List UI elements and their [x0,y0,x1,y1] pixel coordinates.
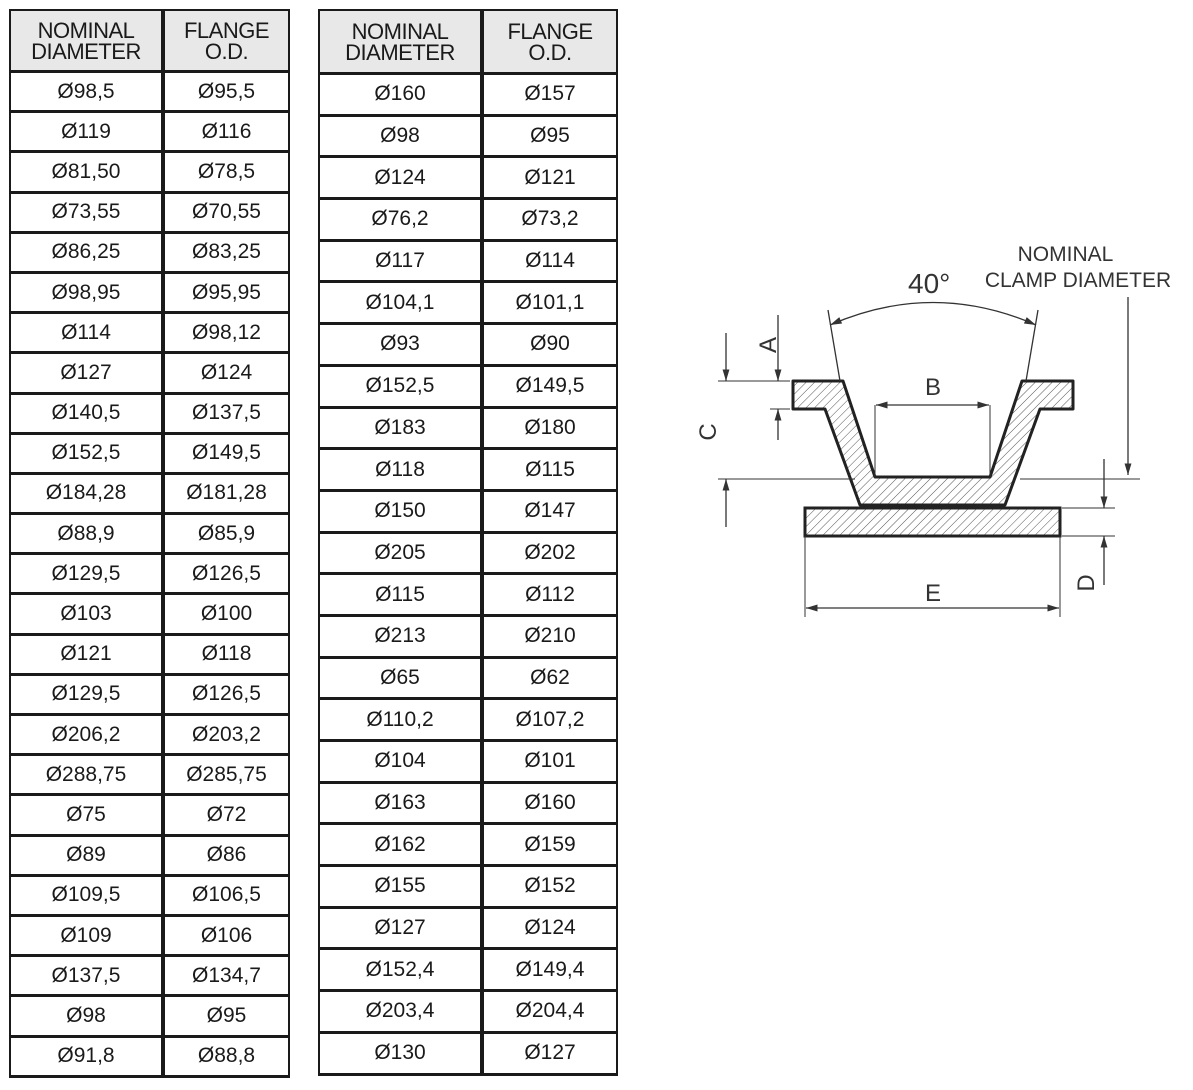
table-row [9,475,290,515]
flange-od-cell: Ø127 [484,1034,618,1076]
table-header-row [318,9,618,75]
flange-od-cell: Ø202 [484,534,618,576]
dim-e-label: E [924,580,942,607]
flange-od-cell: Ø100 [165,595,290,635]
nominal-diameter-cell: Ø93 [318,325,484,367]
flange-od-cell: Ø159 [484,825,618,867]
flange-od-cell: Ø285,75 [165,756,290,796]
nominal-label [985,243,1171,292]
flange-od-cell: Ø101 [484,742,618,784]
flange-od-cell: Ø90 [484,325,618,367]
table-row [318,825,618,867]
nominal-diameter-cell: Ø104 [318,742,484,784]
table-row [318,784,618,826]
nominal-diameter-cell: Ø152,5 [318,367,484,409]
dim-b-label: B [924,374,942,401]
table-row [318,158,618,200]
table-row [318,700,618,742]
clamp-ferrule-diagram [690,235,1185,625]
table-row [318,450,618,492]
nominal-diameter-cell: Ø98,95 [9,274,165,314]
table-row [9,395,290,435]
flange-od-cell: Ø160 [484,784,618,826]
table-row [318,283,618,325]
base-plate [805,508,1060,536]
table-row [9,877,290,917]
table-row [9,314,290,354]
flange-od-cell: Ø149,5 [484,367,618,409]
header-nominal-diameter [318,9,484,75]
flange-od-cell: Ø210 [484,617,618,659]
flange-od-cell: Ø88,8 [165,1038,290,1078]
flange-od-cell: Ø85,9 [165,515,290,555]
table-row [9,274,290,314]
header-line: FLANGE [183,17,270,43]
nominal-diameter-cell: Ø104,1 [318,283,484,325]
table-row [9,957,290,997]
flange-od-cell: Ø98,12 [165,314,290,354]
flange-od-cell: Ø86 [165,837,290,877]
flange-od-cell: Ø124 [165,354,290,394]
table-row [318,117,618,159]
header-line: NOMINAL [37,17,135,43]
flange-od-cell: Ø95 [484,117,618,159]
nominal-diameter-cell: Ø137,5 [9,957,165,997]
nominal-diameter-cell: Ø76,2 [318,200,484,242]
nominal-diameter-cell: Ø152,5 [9,435,165,475]
flange-od-cell: Ø121 [484,158,618,200]
flange-od-cell: Ø137,5 [165,395,290,435]
table-row [318,75,618,117]
table-row [318,1034,618,1076]
flange-od-cell: Ø95,5 [165,73,290,113]
header-nominal-diameter [9,9,165,73]
table-row [318,742,618,784]
diameter-table-left [9,9,290,1078]
table-row [318,909,618,951]
flange-od-cell: Ø181,28 [165,475,290,515]
nominal-diameter-cell: Ø110,2 [318,700,484,742]
nominal-diameter-cell: Ø129,5 [9,676,165,716]
flange-od-cell: Ø152 [484,867,618,909]
table-body [318,75,618,1076]
table-row [9,636,290,676]
flange-od-cell: Ø62 [484,659,618,701]
table-row [9,194,290,234]
table-row [318,492,618,534]
table-row [9,716,290,756]
dim-a-label: A [755,336,782,354]
nominal-diameter-cell: Ø86,25 [9,234,165,274]
flange-od-cell: Ø149,5 [165,435,290,475]
angle-label: 40° [908,268,951,299]
table-row [318,867,618,909]
table-row [9,234,290,274]
table-row [9,515,290,555]
table-row [9,676,290,716]
nominal-diameter-cell: Ø288,75 [9,756,165,796]
header-line: NOMINAL [351,18,449,44]
table-header-row [9,9,290,73]
nominal-diameter-cell: Ø88,9 [9,515,165,555]
flange-od-cell: Ø126,5 [165,676,290,716]
nominal-diameter-cell: Ø163 [318,784,484,826]
table-row [9,997,290,1037]
nominal-diameter-cell: Ø155 [318,867,484,909]
table-row [9,837,290,877]
nominal-diameter-cell: Ø130 [318,1034,484,1076]
nominal-diameter-cell: Ø109 [9,917,165,957]
flange-od-cell: Ø126,5 [165,555,290,595]
flange-od-cell: Ø204,4 [484,992,618,1034]
table-row [318,367,618,409]
nominal-diameter-cell: Ø127 [318,909,484,951]
nominal-diameter-cell: Ø98,5 [9,73,165,113]
table-row [9,796,290,836]
nominal-diameter-cell: Ø203,4 [318,992,484,1034]
nominal-label-line: NOMINAL [1017,243,1113,266]
nominal-diameter-cell: Ø213 [318,617,484,659]
table-row [9,113,290,153]
nominal-diameter-cell: Ø89 [9,837,165,877]
nominal-diameter-cell: Ø183 [318,409,484,451]
nominal-diameter-cell: Ø129,5 [9,555,165,595]
table-row [318,992,618,1034]
flange-od-cell: Ø112 [484,575,618,617]
angle-extension-line [828,310,840,381]
dim-c-label: C [695,423,722,441]
nominal-diameter-cell: Ø98 [318,117,484,159]
nominal-diameter-cell: Ø119 [9,113,165,153]
flange-od-cell: Ø134,7 [165,957,290,997]
table-row [318,242,618,284]
table-row [318,325,618,367]
nominal-diameter-cell: Ø160 [318,75,484,117]
table-row [9,153,290,193]
dim-d-label: D [1073,574,1100,592]
header-line: FLANGE [507,18,593,44]
nominal-diameter-cell: Ø114 [9,314,165,354]
nominal-diameter-cell: Ø124 [318,158,484,200]
flange-od-cell: Ø115 [484,450,618,492]
table-row [318,575,618,617]
nominal-diameter-cell: Ø73,55 [9,194,165,234]
flange-od-cell: Ø95,95 [165,274,290,314]
table-row [9,435,290,475]
flange-od-cell: Ø203,2 [165,716,290,756]
table-row [318,950,618,992]
table-row [318,534,618,576]
nominal-diameter-cell: Ø109,5 [9,877,165,917]
nominal-diameter-cell: Ø127 [9,354,165,394]
nominal-diameter-cell: Ø81,50 [9,153,165,193]
table-row [318,617,618,659]
nominal-diameter-cell: Ø121 [9,636,165,676]
nominal-diameter-cell: Ø140,5 [9,395,165,435]
flange-od-cell: Ø95 [165,997,290,1037]
table-row [9,1038,290,1078]
table-row [318,659,618,701]
table-row [318,409,618,451]
angle-extension-line [1026,310,1038,381]
nominal-diameter-cell: Ø117 [318,242,484,284]
nominal-diameter-cell: Ø206,2 [9,716,165,756]
nominal-diameter-cell: Ø98 [9,997,165,1037]
nominal-diameter-cell: Ø75 [9,796,165,836]
flange-od-cell: Ø83,25 [165,234,290,274]
table-row [9,73,290,113]
nominal-diameter-cell: Ø162 [318,825,484,867]
header-line: DIAMETER [345,39,455,65]
flange-od-cell: Ø149,4 [484,950,618,992]
header-line: O.D. [528,39,572,65]
nominal-diameter-cell: Ø150 [318,492,484,534]
nominal-diameter-cell: Ø91,8 [9,1038,165,1078]
header-line: DIAMETER [31,38,141,64]
angle-arc [830,303,1036,326]
table-row [9,917,290,957]
flange-od-cell: Ø106,5 [165,877,290,917]
flange-od-cell: Ø157 [484,75,618,117]
table-row [9,595,290,635]
flange-od-cell: Ø147 [484,492,618,534]
nominal-diameter-cell: Ø184,28 [9,475,165,515]
header-line: O.D. [204,38,249,64]
nominal-diameter-cell: Ø205 [318,534,484,576]
nominal-label-line: CLAMP DIAMETER [984,269,1172,292]
table-body [9,73,290,1078]
flange-od-cell: Ø72 [165,796,290,836]
nominal-diameter-cell: Ø103 [9,595,165,635]
table-row [318,200,618,242]
flange-od-cell: Ø107,2 [484,700,618,742]
header-flange-od [165,9,290,73]
flange-od-cell: Ø114 [484,242,618,284]
table-row [9,756,290,796]
flange-od-cell: Ø70,55 [165,194,290,234]
flange-od-cell: Ø101,1 [484,283,618,325]
header-flange-od [484,9,618,75]
flange-od-cell: Ø73,2 [484,200,618,242]
flange-od-cell: Ø116 [165,113,290,153]
flange-od-cell: Ø124 [484,909,618,951]
flange-od-cell: Ø180 [484,409,618,451]
nominal-diameter-cell: Ø152,4 [318,950,484,992]
table-row [9,354,290,394]
nominal-diameter-cell: Ø115 [318,575,484,617]
nominal-diameter-cell: Ø65 [318,659,484,701]
diameter-table-right [318,9,618,1076]
nominal-diameter-cell: Ø118 [318,450,484,492]
flange-od-cell: Ø78,5 [165,153,290,193]
table-row [9,555,290,595]
flange-od-cell: Ø106 [165,917,290,957]
flange-od-cell: Ø118 [165,636,290,676]
